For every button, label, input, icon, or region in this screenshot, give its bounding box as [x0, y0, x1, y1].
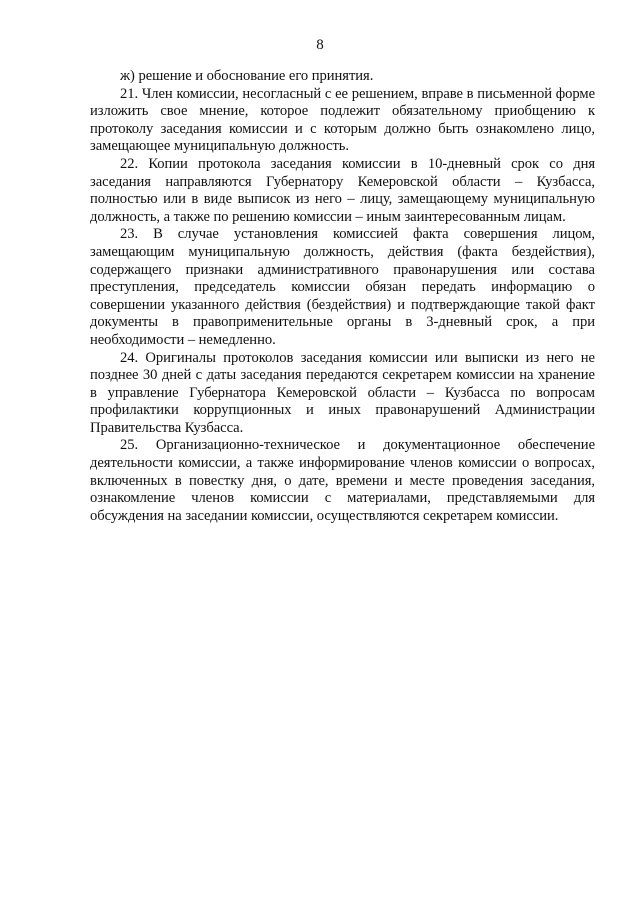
- document-body: [90, 68, 595, 525]
- paragraph-22: 22. Копии протокола заседания комиссии в 10-дневный срок со дня заседания направляются Губернатору Кемеровской области – Кузбасса, полностью или в виде выписок из него – лицу, замещающему муниципальную должность, а также по решению комиссии – иным заинтересованным лицам.: [90, 155, 595, 225]
- paragraph-21: 21. Член комиссии, несогласный с ее решением, вправе в письменной форме изложить свое мнение, которое подлежит обязательному приобщению к протоколу заседания комиссии и с которым должно быть ознакомлено лицо, замещающее муниципальную должность.: [90, 85, 595, 155]
- paragraph-25: 25. Организационно-техническое и документационное обеспечение деятельности комиссии, а также информирование членов комиссии о вопросах, включенных в повестку дня, о дате, времени и месте проведения заседания, ознакомление членов комиссии с материалами, представляемыми для обсуждения на заседании комиссии, осуществляются секретарем комиссии.: [90, 437, 595, 524]
- paragraph-23: 23. В случае установления комиссией факта совершения лицом, замещающим муниципальную должность, действия (факта бездействия), содержащего признаки административного правонарушения или состава преступления, председатель комиссии обязан передать информацию о совершении указанного действия (бездействия) и подтверждающие такой факт документы в правоприменительные органы в 3-дневный срок, а при необходимости – немедленно.: [90, 226, 595, 348]
- paragraph-item-zh: ж) решение и обоснование его принятия.: [120, 68, 374, 84]
- page-number: 8: [316, 37, 324, 53]
- paragraph-24: 24. Оригиналы протоколов заседания комиссии или выписки из него не позднее 30 дней с даты заседания передаются секретарем комиссии на хранение в управление Губернатора Кемеровской области – Кузбасса по вопросам профилактики коррупционных и иных правонарушений Администрации Правительства Кузбасса.: [90, 349, 595, 436]
